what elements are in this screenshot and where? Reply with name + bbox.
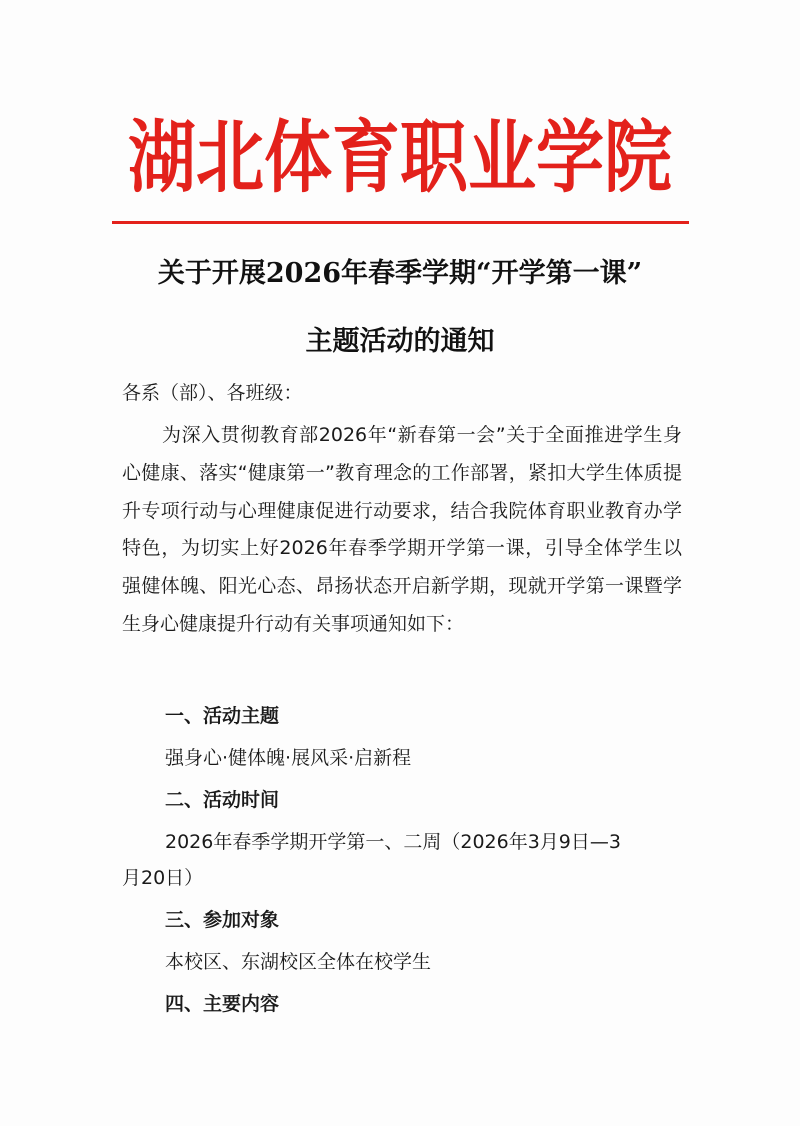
section-content-time-line-2: 月20日）: [122, 867, 204, 889]
section-content-theme: 强身心·健体魄·展风采·启新程: [165, 747, 412, 769]
institution-masthead: 湖北体育职业学院: [127, 112, 672, 204]
section-content-time-line-1: 2026年春季学期开学第一、二周（2026年3月9日—3: [165, 831, 621, 853]
document-title-line-1: 关于开展2026年春季学期“开学第一课”: [157, 258, 643, 289]
salutation: 各系（部）、各班级：: [122, 382, 303, 404]
masthead-red-rule: [112, 221, 689, 224]
intro-paragraph: 为深入贯彻教育部2026年“新春第一会”关于全面推进学生身心健康、落实“健康第一”教育理念的工作部署，紧扣大学生体质提升专项行动与心理健康促进行动要求，结合我院体育职业教育办学特色，为切实上好2026年春季学期开学第一课，引导全体学生以强健体魄、阳光心态、昂扬状态开启新学期，现就开学第一课暨学生身心健康提升行动有关事项通知如下：: [122, 424, 682, 635]
section-content-time: [122, 824, 685, 896]
section-content-participants: 本校区、东湖校区全体在校学生: [165, 951, 432, 973]
section-heading-participants: 三、参加对象: [165, 909, 280, 931]
section-heading-time: 二、活动时间: [165, 789, 280, 811]
document-title-line-2: 主题活动的通知: [305, 326, 495, 357]
section-heading-theme: 一、活动主题: [165, 705, 280, 727]
section-heading-content: 四、主要内容: [165, 993, 280, 1015]
